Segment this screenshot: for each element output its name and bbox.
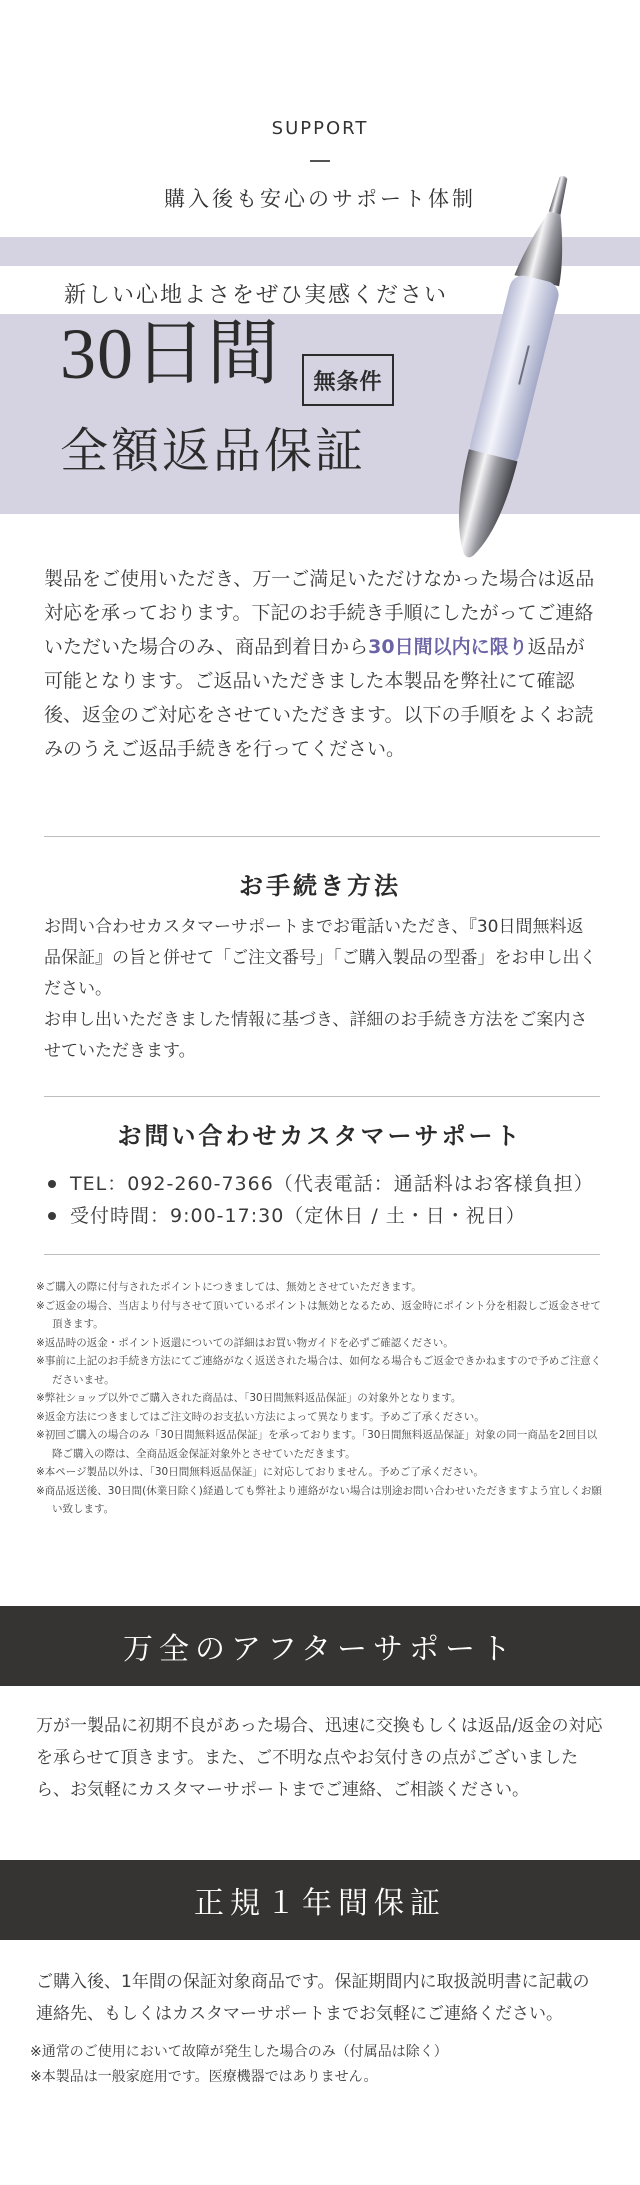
note-item: ※事前に上記のお手続き方法にてご連絡がなく返送された場合は、如何なる場合もご返金できかねますので予めご注意くださいませ。 [36,1355,602,1386]
procedure-heading: お手続き方法 [239,872,401,900]
unconditional-badge: 無条件 [302,354,394,406]
contact-list [44,1168,600,1232]
intro-highlight: 30日間以内に限り [368,636,528,658]
note-item: ※初回ご購入の場合のみ「30日間無料返品保証」を承っております。「30日間無料返品保証」対象の同一商品を2回目以降ご購入の際は、全商品返金保証対象外とさせていただきます。 [36,1429,598,1460]
divider [44,1096,600,1097]
note-item: ※ご購入の際に付与されたポイントにつきましては、無効とさせていただきます。 [36,1281,422,1293]
contact-hours: 受付時間：9:00-17:30（定休日 / 土・日・祝日） [44,1200,600,1232]
note-item: ※ご返金の場合、当店より付与させて頂いているポイントは無効となるため、返金時にポイント分を相殺しご返金させて頂きます。 [36,1299,601,1330]
after-support-text: 万が一製品に初期不良があった場合、迅速に交換もしくは返品/返金の対応を承らせて頂きます。また、ご不明な点やお気付きの点がございましたら、お気軽にカスタマーサポートまでご連絡、ご相談ください。 [36,1716,603,1800]
note-item: ※弊社ショップ以外でご購入された商品は、「30日間無料返品保証」の対象外となります。 [36,1392,462,1404]
intro-text-before: 製品をご使用いただき、万一ご満足いただけなかった場合は返品対応を承っております。下記のお手続き手順にしたがってご連絡いただいた場合のみ、商品到着日から [44,568,595,658]
contact-heading: お問い合わせカスタマーサポート [117,1122,523,1150]
hero-title-main: 30日間 [60,314,281,394]
section-label-support: SUPPORT [271,118,369,139]
divider [44,1254,600,1255]
support-subtitle: 購入後も安心のサポート体制 [164,187,476,211]
device-image [440,168,590,568]
note-item: ※返金方法につきましてはご注文時のお支払い方法によって異なります。予めご了承ください。 [36,1410,485,1423]
warranty-note-2: ※本製品は一般家庭用です。医療機器ではありません。 [30,2069,378,2085]
note-item: ※商品返送後、30日間(休業日除く)経過しても弊社より連絡がない場合は別途お問い合わせいただきますよう宜しくお願い致します。 [36,1484,602,1515]
warranty-note-1: ※通常のご使用において故障が発生した場合のみ（付属品は除く） [30,2044,448,2060]
intro-text [44,562,600,766]
note-item: ※本ページ製品以外は、「30日間無料返品保証」に対応しておりません。予めご了承ください。 [36,1466,484,1478]
warranty-text: ご購入後、1年間の保証対象商品です。保証期間内に取扱説明書に記載の連絡先、もしくはカスタマーサポートまでお気軽にご連絡ください。 [36,1972,590,2024]
divider-dash [310,160,330,162]
divider [44,836,600,837]
warranty-notes [30,2040,610,2090]
procedure-text: お問い合わせカスタマーサポートまでお電話いただき、『30日間無料返品保証』の旨と併せて「ご注文番号」「ご購入製品の型番」をお申し出ください。 お申し出いただきました情報に基づき、詳細のお手続き方法をご案内させていただきます。 [44,917,597,1061]
contact-tel: TEL：092-260-7366（代表電話：通話料はお客様負担） [44,1168,600,1200]
intro-text-after: 返品が可能となります。ご返品いただきました本製品を弊社にて確認後、返金のご対応をさせていただきます。以下の手順をよくお読みのうえご返品手続きを行ってください。 [44,636,594,760]
warranty-heading: 正規１年間保証 [0,1860,640,1940]
notes-list [36,1278,606,1519]
hero-title-sub: 全額返品保証 [60,425,367,478]
hero-tagline: 新しい心地よさをぜひ実感ください [64,283,449,308]
note-item: ※返品時の返金・ポイント返還についての詳細はお買い物ガイドを必ずご確認ください。 [36,1336,454,1349]
after-support-heading: 万全のアフターサポート [0,1606,640,1686]
